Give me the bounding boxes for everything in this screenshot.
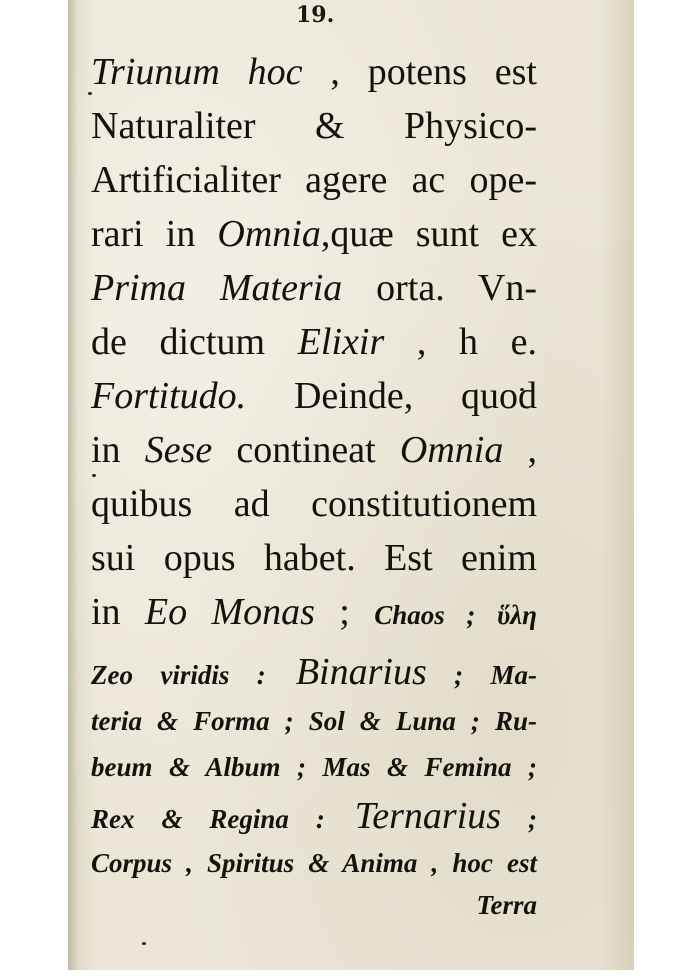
text-line-13 [91,706,537,737]
line-16-small: Corpus , Spiritus & Anima , hoc est [91,848,537,878]
line-12-small-b: ; Ma- [426,660,537,690]
line-12-small: Zeo viridis : [91,660,266,690]
line-8-italic-a: Sese [144,429,213,471]
line-14-small: beum & Album ; Mas & Femina ; [91,752,537,782]
line-15-small: Rex & Regina : [91,804,325,834]
text-line-3 [91,158,537,202]
catchword [91,890,537,921]
text-line-10 [91,536,537,580]
paper-speck [142,942,146,945]
line-2-text: Naturaliter & Physico- [91,105,537,147]
line-11-text-b: ; [314,591,375,633]
line-8-text-a: in [91,429,145,471]
line-15-large-italic: Ternarius [324,795,502,837]
line-7-italic: Fortitudo. [91,375,247,417]
line-7-text: Deinde, quod [246,375,537,417]
line-6-text-a: de dictum [91,321,298,363]
text-line-2 [91,104,537,148]
line-13-small: teria & Forma ; Sol & Luna ; Ru- [91,706,537,736]
text-line-1 [91,50,537,94]
line-4-text-a: rari in [91,213,218,255]
line-6-text-b: , h e. [384,321,538,363]
line-10-text: sui opus habet. Est enim [91,537,537,579]
line-4-italic: Omnia [217,213,321,255]
page-number: 19. [296,2,335,28]
text-line-8 [91,428,537,472]
text-line-4 [91,212,537,256]
text-line-14 [91,752,537,783]
line-5-italic: Prima Materia [91,267,343,309]
text-line-11 [91,590,537,634]
line-1-italic: Triunum hoc [91,51,303,93]
catchword-text: Terra [476,890,537,920]
line-4-text-b: ,quæ sunt ex [320,213,537,255]
line-6-italic: Elixir [297,321,385,363]
line-12-large-italic: Binarius [265,651,427,693]
line-3-text: Artificialiter agere ac ope- [91,159,537,201]
line-8-text-c: , [503,429,537,471]
text-line-16 [91,848,537,879]
line-11-text-a: in [91,591,145,633]
text-line-6 [91,320,537,364]
line-11-small: Chaos ; ὕλη [374,600,537,630]
line-8-text-b: contineat [212,429,400,471]
text-line-7 [91,374,537,418]
text-line-12 [91,650,537,694]
paper-speck [92,474,96,477]
text-line-9 [91,482,537,526]
gutter-shadow [68,0,78,970]
line-5-text: orta. Vn- [342,267,537,309]
line-8-italic-b: Omnia [399,429,504,471]
line-11-italic: Eo Monas [144,591,315,633]
text-line-5 [91,266,537,310]
line-9-text: quibus ad constitutionem [91,483,537,525]
line-15-small-b: ; [501,804,538,834]
text-line-15 [91,794,537,838]
line-1-text: , potens est [302,51,537,93]
